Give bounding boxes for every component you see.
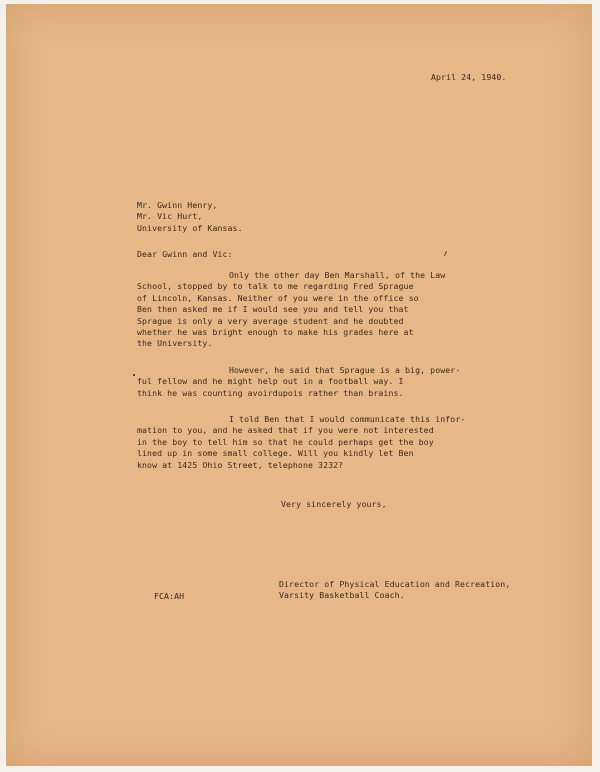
body-line: in the boy to tell him so that he could perhaps get the boy	[137, 436, 434, 447]
body-line: I told Ben that I would communicate this infor-	[229, 414, 466, 424]
signature-title-line: Varsity Basketball Coach.	[279, 590, 405, 601]
ink-speck	[444, 251, 447, 256]
body-line: whether he was bright enough to make his grades here at	[137, 327, 414, 338]
letter-date: April 24, 1940.	[431, 72, 507, 82]
body-paragraph-1	[137, 270, 445, 350]
ink-speck	[133, 374, 135, 376]
signature-title	[279, 579, 510, 602]
body-line: Only the other day Ben Marshall, of the Law	[229, 270, 446, 280]
body-line: Ben then asked me if I would see you and tell you that	[137, 304, 409, 315]
body-line: mation to you, and he asked that if you were not interested	[137, 425, 434, 436]
body-line: lined up in some small college. Will you kindly let Ben	[137, 448, 414, 459]
recipient-line: University of Kansas.	[137, 222, 243, 233]
letter-page	[6, 4, 592, 766]
body-line: of Lincoln, Kansas. Neither of you were in the office so	[137, 292, 419, 303]
body-line: However, he said that Sprague is a big, power-	[229, 365, 461, 375]
recipient-line: Mr. Vic Hurt,	[137, 211, 203, 222]
body-line: know at 1425 Ohio Street, telephone 3232?	[137, 459, 344, 470]
body-paragraph-2	[137, 365, 460, 399]
closing: Very sincerely yours,	[281, 499, 387, 509]
recipient-line: Mr. Gwinn Henry,	[137, 200, 218, 210]
body-line: ful fellow and he might help out in a football way. I	[137, 376, 404, 387]
signature-title-line: Director of Physical Education and Recreation,	[279, 579, 511, 589]
typist-initials: FCA:AH	[154, 591, 185, 601]
body-paragraph-3	[137, 414, 465, 471]
body-line: School, stopped by to talk to me regarding Fred Sprague	[137, 281, 414, 292]
recipient-block	[137, 200, 243, 234]
body-line: the University.	[137, 338, 213, 349]
body-line: Sprague is only a very average student and he doubted	[137, 315, 404, 326]
body-line: think he was counting avoirdupois rather than brains.	[137, 387, 404, 398]
salutation: Dear Gwinn and Vic:	[137, 249, 233, 259]
